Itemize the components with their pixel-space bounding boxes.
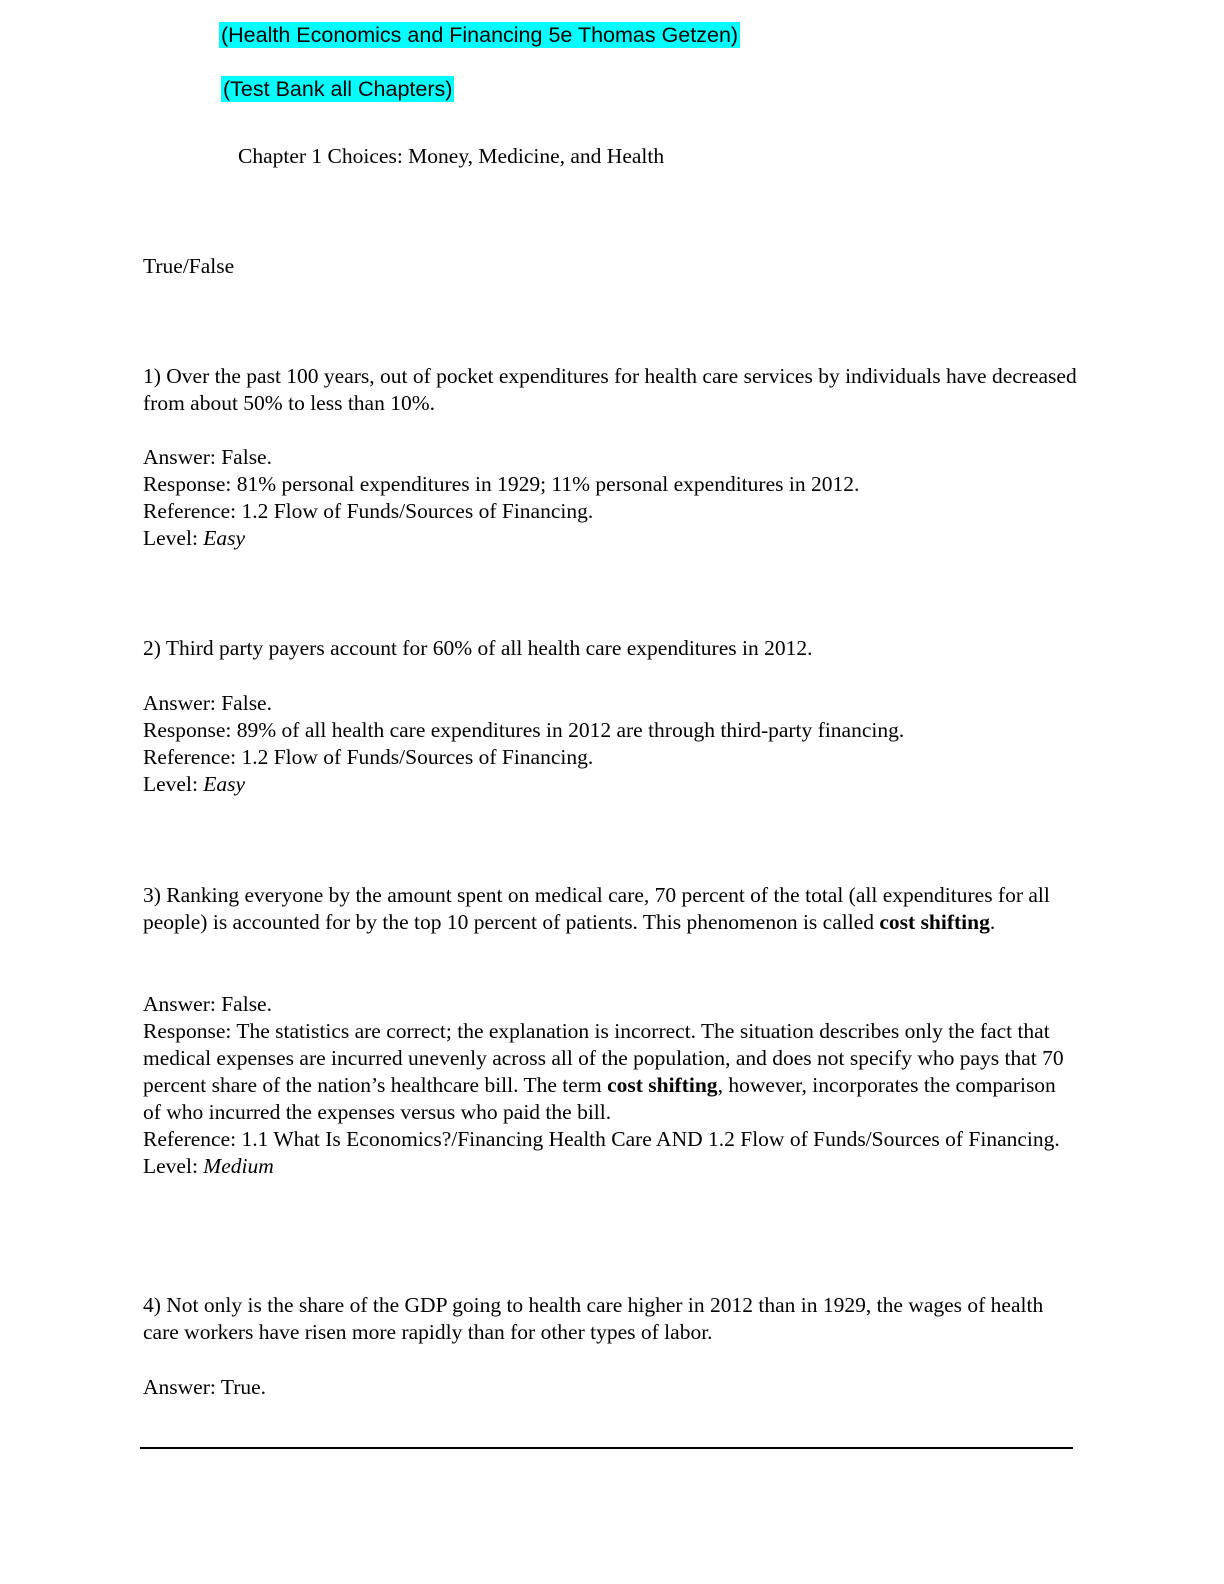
question-stem: 2) Third party payers account for 60% of all health care expenditures in 2012.: [143, 636, 813, 660]
question-1-answer-block: [143, 444, 1083, 552]
reference-line: Reference: 1.2 Flow of Funds/Sources of Financing.: [143, 745, 594, 769]
document-title-highlight: (Health Economics and Financing 5e Thomas Getzen): [221, 23, 739, 47]
question-3: [143, 882, 1073, 936]
level-value: Medium: [203, 1154, 274, 1178]
document-subtitle-highlight: (Test Bank all Chapters): [223, 77, 453, 101]
question-4: [143, 1292, 1068, 1346]
section-heading: True/False: [143, 254, 235, 278]
response-text: Response: The statistics are correct; the explanation is incorrect. The situation describes only the fact that medical expenses are incurred unevenly across all of the population, and does not specify who pays that 70 percent share of the nation’s healthcare bill. The term: [143, 1019, 1064, 1097]
level-value: Easy: [203, 772, 246, 796]
question-2: [143, 635, 1083, 662]
key-term: cost shifting: [879, 910, 990, 934]
question-stem: 1) Over the past 100 years, out of pocket expenditures for health care services by individuals have decreased from about 50% to less than 10%.: [143, 364, 1077, 415]
response-line: Response: 89% of all health care expenditures in 2012 are through third-party financing.: [143, 718, 905, 742]
level-label: Level:: [143, 1154, 204, 1178]
answer-line: Answer: False.: [143, 691, 272, 715]
question-1: [143, 363, 1083, 417]
level-label: Level:: [143, 772, 204, 796]
stem-end: .: [989, 910, 996, 934]
question-3-answer-block: [143, 991, 1078, 1180]
reference-line: Reference: 1.1 What Is Economics?/Financing Health Care AND 1.2 Flow of Funds/Sources of Financing.: [143, 1127, 1060, 1151]
response-line: [143, 1018, 1078, 1126]
answer-line: Answer: False.: [143, 992, 272, 1016]
level-label: Level:: [143, 526, 204, 550]
reference-line: Reference: 1.2 Flow of Funds/Sources of Financing.: [143, 499, 594, 523]
footer-rule: [140, 1447, 1073, 1449]
level-line: [143, 1153, 1078, 1180]
response-line: Response: 81% personal expenditures in 1929; 11% personal expenditures in 2012.: [143, 472, 860, 496]
question-4-answer-block: [143, 1374, 1083, 1401]
level-value: Easy: [203, 526, 246, 550]
key-term: cost shifting: [607, 1073, 718, 1097]
response-end: , however, incorporates the comparison of who incurred the expenses versus who paid the bill.: [143, 1073, 1056, 1124]
level-line: [143, 771, 1083, 798]
question-2-answer-block: [143, 690, 1083, 798]
stem-text: 3) Ranking everyone by the amount spent on medical care, 70 percent of the total (all expenditures for all people) is accounted for by the top 10 percent of patients. This phenomenon is called: [143, 883, 1050, 934]
question-stem: 4) Not only is the share of the GDP going to health care higher in 2012 than in 1929, the wages of health care workers have risen more rapidly than for other types of labor.: [143, 1293, 1044, 1344]
answer-line: Answer: False.: [143, 445, 272, 469]
answer-line: Answer: True.: [143, 1375, 267, 1399]
chapter-heading: Chapter 1 Choices: Money, Medicine, and Health: [238, 144, 665, 168]
question-stem: [143, 882, 1073, 936]
level-line: [143, 525, 1083, 552]
